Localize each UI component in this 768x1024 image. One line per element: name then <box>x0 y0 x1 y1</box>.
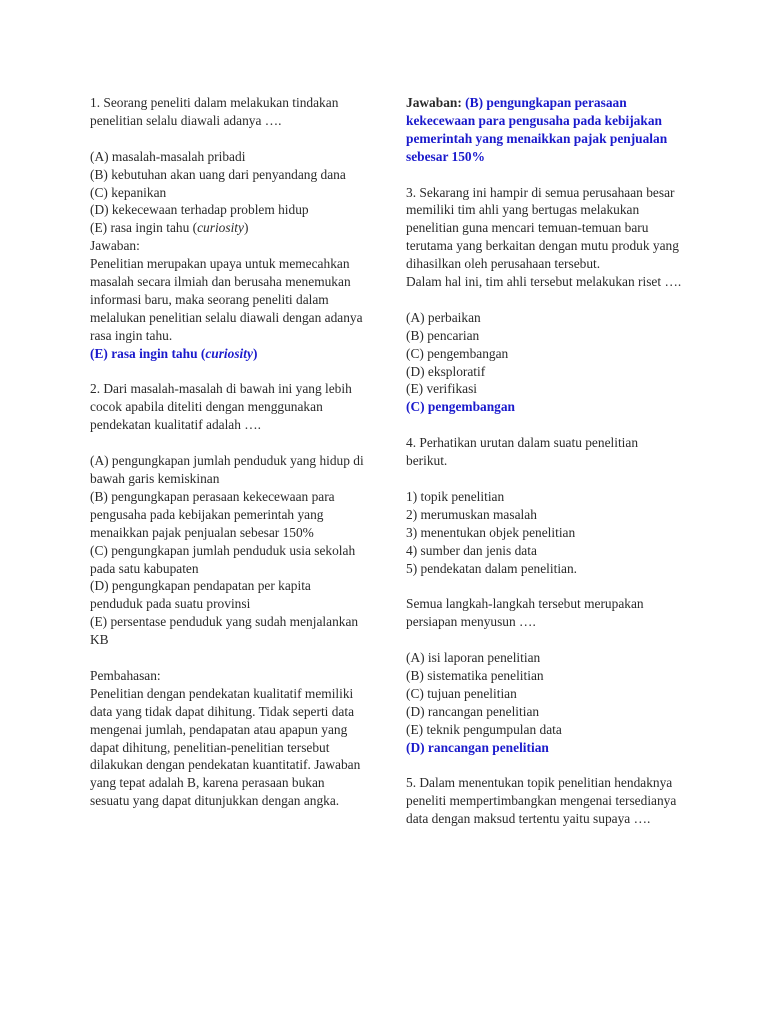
q3-option-d: (D) eksploratif <box>406 363 486 379</box>
q1-option-d: (D) kekecewaan terhadap problem hidup <box>90 202 309 218</box>
question-2-text: 2. Dari masalah-masalah di bawah ini yang lebih cocok apabila diteliti dengan menggunakan pendekatan kualitatif adalah …. <box>90 381 352 433</box>
question-1 <box>90 94 366 363</box>
question-5 <box>406 774 682 828</box>
question-4 <box>406 434 682 756</box>
q4-step-4: 4) sumber dan jenis data <box>406 542 537 558</box>
question-3-text-2: Dalam hal ini, tim ahli tersebut melakukan riset …. <box>406 274 682 290</box>
q1-jawaban-label: Jawaban: <box>90 238 140 254</box>
q2-answer-label: Jawaban: <box>406 95 462 110</box>
question-4-text: 4. Perhatikan urutan dalam suatu penelitian berikut. <box>406 435 639 469</box>
q1-option-b: (B) kebutuhan akan uang dari penyandang dana <box>90 166 346 182</box>
q3-answer: (C) pengembangan <box>406 399 515 415</box>
q4-step-3: 3) menentukan objek penelitian <box>406 524 576 540</box>
q1-option-e-italic: curiosity <box>197 220 244 236</box>
q4-option-a: (A) isi laporan penelitian <box>406 650 541 665</box>
q3-option-e: (E) verifikasi <box>406 381 478 397</box>
q2-answer-text: (B) pengungkapan perasaan kekecewaan para pengusaha pada kebijakan pemerintah yang menaikkan pajak penjualan sebesar 150% <box>406 95 668 164</box>
q4-option-c: (C) tujuan penelitian <box>406 685 517 701</box>
q3-option-c: (C) pengembangan <box>406 345 509 361</box>
question-1-text: 1. Seorang peneliti dalam melakukan tindakan penelitian selalu diawali adanya …. <box>90 95 339 128</box>
q1-option-e <box>90 219 366 237</box>
q1-option-c: (C) kepanikan <box>90 184 167 200</box>
q3-option-b: (B) pencarian <box>406 327 480 343</box>
q1-option-a: (A) masalah-masalah pribadi <box>90 148 246 164</box>
question-4-text-2: Semua langkah-langkah tersebut merupakan persiapan menyusun …. <box>406 596 644 630</box>
q2-pembahasan-label: Pembahasan: <box>90 667 161 683</box>
q2-option-a: (A) pengungkapan jumlah penduduk yang hidup di bawah garis kemiskinan <box>90 453 364 486</box>
question-3-text: 3. Sekarang ini hampir di semua perusahaan besar memiliki tim ahli yang bertugas melakukan penelitian guna mencari temuan-temuan baru terutama yang berkaitan dengan mutu produk yang dihasilkan oleh perusahaan tersebut. <box>406 184 679 272</box>
q4-option-d: (D) rancangan penelitian <box>406 703 540 719</box>
question-5-text: 5. Dalam menentukan topik penelitian hendaknya peneliti mempertimbangkan mengenai tersedianya data dengan maksud tertentu yaitu supaya …. <box>406 775 677 827</box>
q4-step-2: 2) merumuskan masalah <box>406 506 537 522</box>
q1-option-e-prefix: (E) rasa ingin tahu ( <box>90 220 198 236</box>
q2-answer <box>406 94 682 166</box>
q4-option-e: (E) teknik pengumpulan data <box>406 721 562 737</box>
q1-answer-prefix: (E) rasa ingin tahu ( <box>90 345 206 361</box>
q1-answer <box>90 345 366 363</box>
q4-option-b: (B) sistematika penelitian <box>406 667 544 683</box>
q2-pembahasan-text: Penelitian dengan pendekatan kualitatif memiliki data yang tidak dapat dihitung. Tidak seperti data mengenai jumlah, pendapatan atau apapun yang dapat dihitung, penelitian-penelitian tersebut dilakukan dengan pendekatan kuantitatif. Jawaban yang tepat adalah B, karena perasaan bukan sesuatu yang dapat ditunjukkan dengan angka. <box>90 685 361 809</box>
q1-option-e-suffix: ) <box>243 220 249 236</box>
question-2 <box>90 380 366 810</box>
q2-option-e: (E) persentase penduduk yang sudah menjalankan KB <box>90 614 359 648</box>
right-column <box>406 94 682 828</box>
left-column <box>90 94 366 810</box>
question-3 <box>406 184 682 417</box>
q2-option-c: (C) pengungkapan jumlah penduduk usia sekolah pada satu kabupaten <box>90 542 356 576</box>
q2-option-b: (B) pengungkapan perasaan kekecewaan para pengusaha pada kebijakan pemerintah yang menaikkan pajak penjualan sebesar 150% <box>90 488 335 540</box>
q1-answer-suffix: ) <box>252 345 258 361</box>
q2-option-d: (D) pengungkapan pendapatan per kapita penduduk pada suatu provinsi <box>90 578 311 612</box>
q4-answer: (D) rancangan penelitian <box>406 739 549 755</box>
q1-answer-italic: curiosity <box>205 345 253 361</box>
q1-explanation: Penelitian merupakan upaya untuk memecahkan masalah secara ilmiah dan berusaha menemukan informasi baru, maka seorang peneliti dalam melalukan penelitian selalu diawali dengan adanya rasa ingin tahu. <box>90 256 363 343</box>
q3-option-a: (A) perbaikan <box>406 309 481 325</box>
q4-step-1: 1) topik penelitian <box>406 488 505 504</box>
q4-step-5: 5) pendekatan dalam penelitian. <box>406 560 578 576</box>
